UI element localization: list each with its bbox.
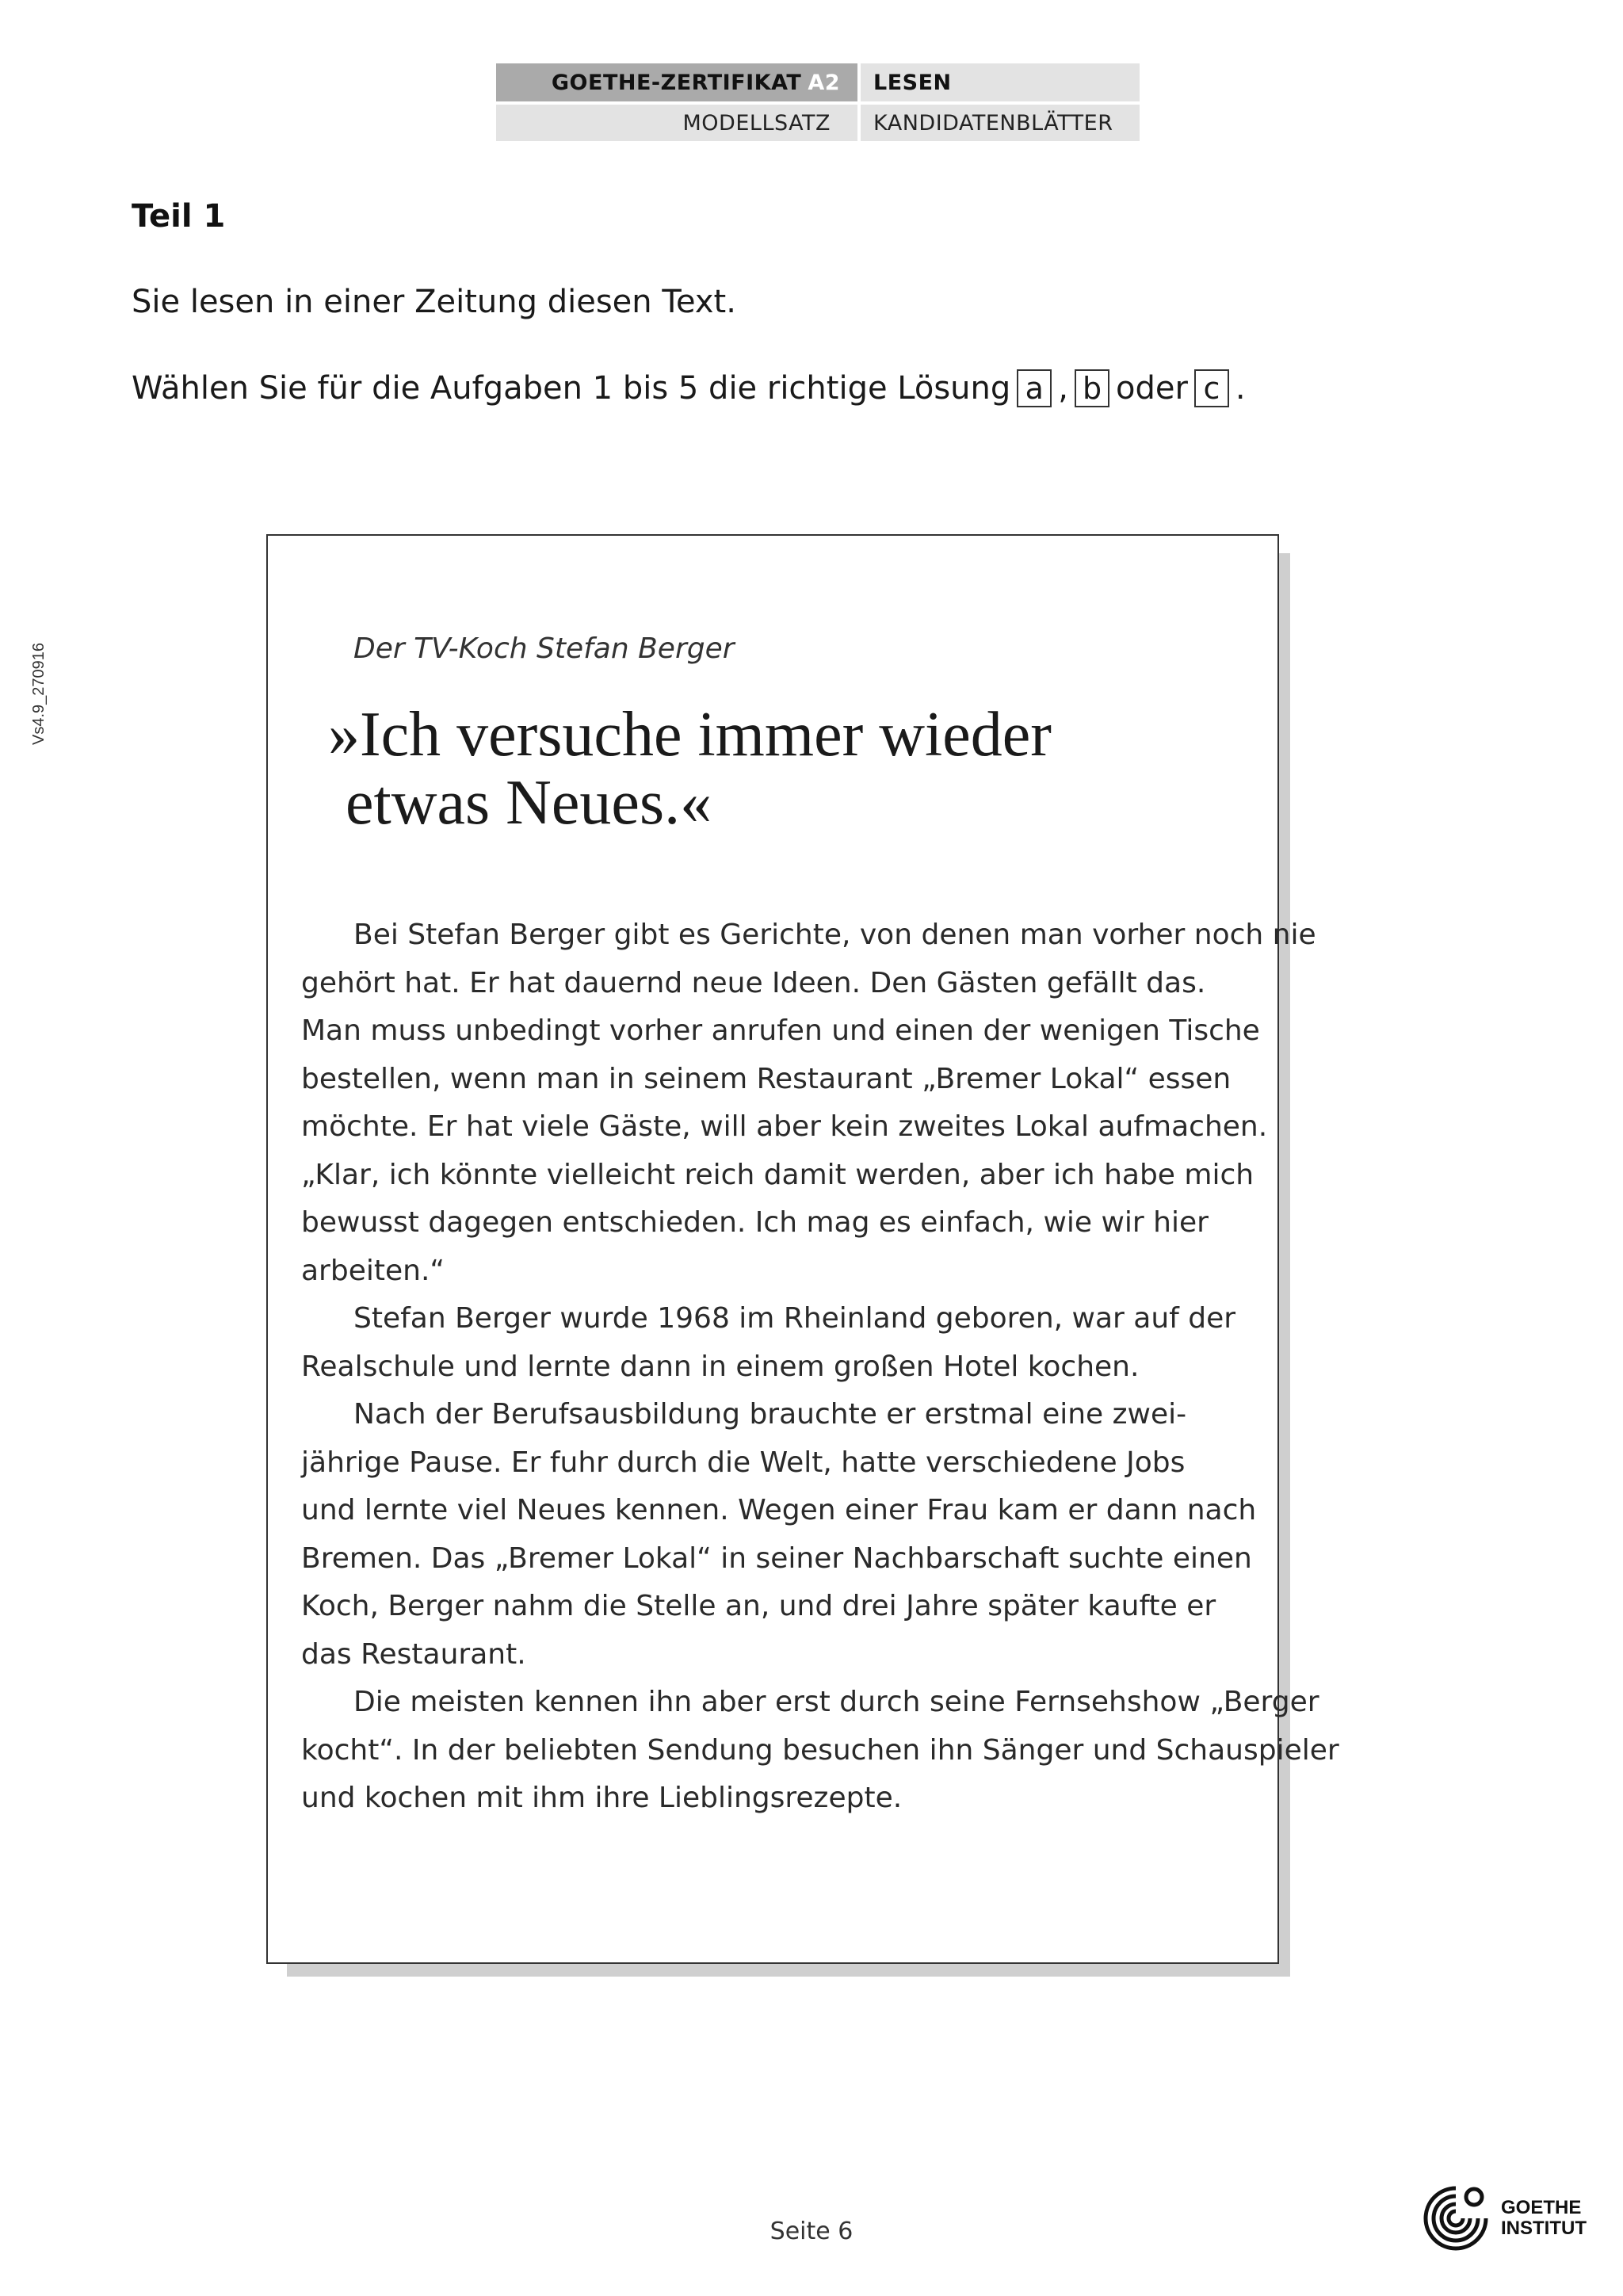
exam-title-cell [496, 63, 857, 101]
article-line: Die meisten kennen ihn aber erst durch seine Fernsehshow „Berger [353, 1686, 1319, 1718]
article-kicker: Der TV-Koch Stefan Berger [353, 632, 735, 665]
article-line: Stefan Berger wurde 1968 im Rheinland geboren, war auf der [353, 1302, 1236, 1335]
option-b-box: b [1075, 369, 1109, 407]
part-title: Teil 1 [132, 198, 226, 235]
article-line: jährige Pause. Er fuhr durch die Welt, hatte verschiedene Jobs [301, 1446, 1186, 1479]
article-line: Bremen. Das „Bremer Lokal“ in seiner Nachbarschaft suchte einen [301, 1541, 1252, 1575]
instruction-choose [132, 369, 1246, 407]
article-headline [328, 701, 1200, 837]
logo-line-1: GOETHE [1501, 2197, 1582, 2218]
headline-line-2: etwas Neues.« [346, 768, 712, 838]
article-line: „Klar, ich könnte vielleicht reich damit werden, aber ich habe mich [301, 1158, 1254, 1191]
article-line: arbeiten.“ [301, 1254, 445, 1287]
article-line: gehört hat. Er hat dauernd neue Ideen. Den Gästen gefällt das. [301, 966, 1206, 999]
article-line: und lernte viel Neues kennen. Wegen einer Frau kam er dann nach [301, 1494, 1257, 1526]
exam-level: A2 [808, 70, 840, 95]
logo-wordmark [1501, 2198, 1587, 2239]
article-line: kocht“. In der beliebten Sendung besuchen ihn Sänger und Schauspieler [301, 1733, 1339, 1767]
article-line: Nach der Berufsausbildung brauchte er erstmal eine zwei- [353, 1398, 1187, 1431]
article-line: Koch, Berger nahm die Stelle an, und drei Jahre später kaufte er [301, 1590, 1216, 1622]
article-line: bewusst dagegen entschieden. Ich mag es einfach, wie wir hier [301, 1206, 1209, 1239]
headline-line-1: »Ich versuche immer wieder [328, 700, 1052, 770]
exam-header [496, 63, 1140, 141]
instruction-end: . [1235, 370, 1246, 407]
goethe-spiral-icon [1419, 2181, 1493, 2256]
instruction-read: Sie lesen in einer Zeitung diesen Text. [132, 284, 736, 320]
exam-set: MODELLSATZ [496, 105, 857, 141]
logo-line-2: INSTITUT [1501, 2218, 1587, 2239]
article-line: bestellen, wenn man in seinem Restaurant „Bremer Lokal“ essen [301, 1062, 1232, 1095]
exam-name: GOETHE-ZERTIFIKAT [551, 70, 802, 95]
version-code: Vs4.9_270916 [30, 642, 48, 745]
newspaper-article [266, 534, 1339, 1964]
goethe-institut-logo [1419, 2181, 1587, 2256]
option-connector: oder [1116, 370, 1188, 407]
article-line: Man muss unbedingt vorher anrufen und einen der wenigen Tische [301, 1014, 1260, 1047]
option-a-box: a [1017, 369, 1052, 407]
article-line: das Restaurant. [301, 1637, 526, 1671]
article-body [301, 911, 1339, 1823]
option-separator: , [1058, 370, 1068, 407]
option-c-box: c [1194, 369, 1229, 407]
article-line: möchte. Er hat viele Gäste, will aber kein zweites Lokal aufmachen. [301, 1110, 1268, 1143]
page-number: Seite 6 [769, 2218, 854, 2245]
article-line: Bei Stefan Berger gibt es Gerichte, von denen man vorher noch nie [353, 919, 1316, 951]
exam-sheet: KANDIDATENBLÄTTER [861, 105, 1140, 141]
exam-section: LESEN [861, 63, 1140, 101]
article-line: Realschule und lernte dann in einem großen Hotel kochen. [301, 1350, 1140, 1383]
instruction-choose-text: Wählen Sie für die Aufgaben 1 bis 5 die richtige Lösung [132, 370, 1011, 407]
article-line: und kochen mit ihm ihre Lieblingsrezepte. [301, 1782, 903, 1814]
